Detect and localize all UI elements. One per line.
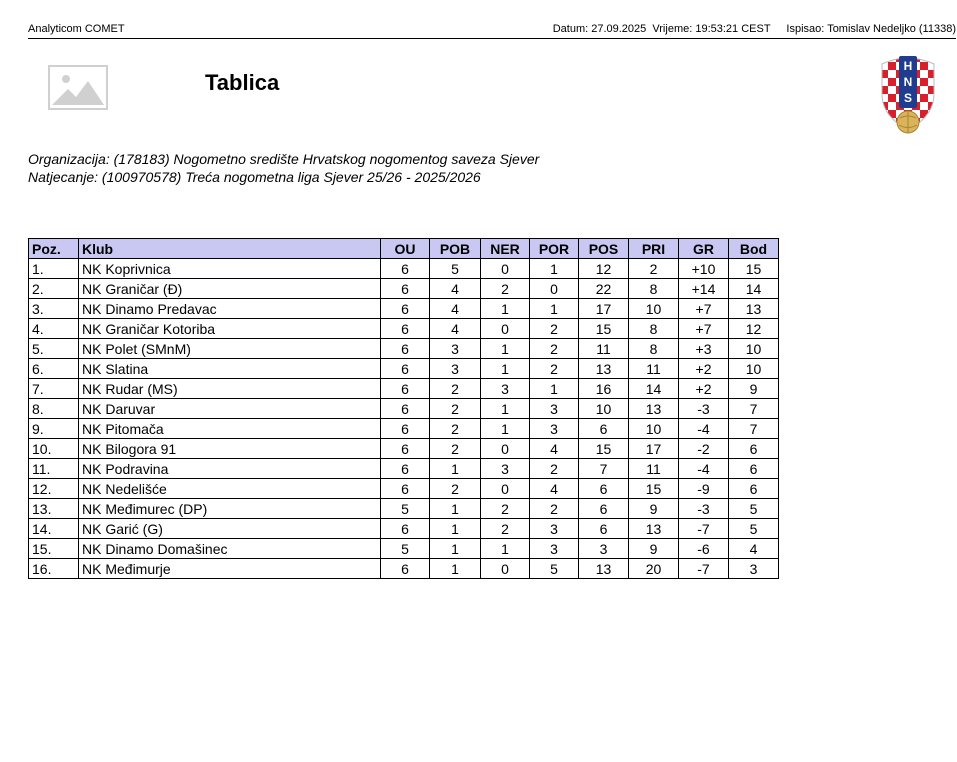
row-wins: 2 — [430, 379, 481, 399]
row-wins: 3 — [430, 339, 481, 359]
row-goal-diff: +3 — [679, 339, 729, 359]
row-goals-for: 15 — [579, 439, 629, 459]
row-played: 6 — [381, 559, 430, 579]
logo-letter-n: N — [903, 75, 913, 89]
row-points: 5 — [729, 519, 779, 539]
row-draws: 1 — [481, 359, 530, 379]
competition-line: Natjecanje: (100970578) Treća nogometna liga Sjever 25/26 - 2025/2026 — [28, 169, 481, 185]
row-points: 6 — [729, 479, 779, 499]
row-goals-against: 13 — [629, 519, 679, 539]
hns-crest-icon — [880, 50, 936, 138]
row-played: 6 — [381, 379, 430, 399]
row-wins: 1 — [430, 499, 481, 519]
crest-square — [920, 110, 928, 118]
row-goal-diff: +7 — [679, 299, 729, 319]
row-wins: 2 — [430, 439, 481, 459]
crest-square — [888, 86, 896, 94]
row-points: 7 — [729, 399, 779, 419]
row-played: 6 — [381, 279, 430, 299]
crest-square — [880, 94, 888, 102]
row-club: NK Bilogora 91 — [79, 439, 381, 459]
row-position: 1. — [29, 259, 79, 279]
row-draws: 2 — [481, 499, 530, 519]
crest-square — [888, 118, 896, 126]
crest-square — [896, 134, 904, 138]
row-goal-diff: +10 — [679, 259, 729, 279]
crest-square — [920, 86, 928, 94]
row-goal-diff: -9 — [679, 479, 729, 499]
row-club: NK Pitomača — [79, 419, 381, 439]
table-row — [29, 499, 779, 519]
row-points: 6 — [729, 459, 779, 479]
row-played: 6 — [381, 319, 430, 339]
row-played: 6 — [381, 479, 430, 499]
row-points: 13 — [729, 299, 779, 319]
row-position: 5. — [29, 339, 79, 359]
crest-square — [880, 118, 888, 126]
print-date: Datum: 27.09.2025 — [552, 23, 647, 35]
row-points: 9 — [729, 379, 779, 399]
row-position: 3. — [29, 299, 79, 319]
row-club: NK Graničar (Đ) — [79, 279, 381, 299]
row-points: 10 — [729, 339, 779, 359]
table-row — [29, 419, 779, 439]
crest-square — [928, 54, 936, 62]
crest-square — [920, 78, 928, 86]
row-club: NK Međimurec (DP) — [79, 499, 381, 519]
row-club: NK Slatina — [79, 359, 381, 379]
row-goals-for: 22 — [579, 279, 629, 299]
row-draws: 0 — [481, 319, 530, 339]
row-draws: 2 — [481, 279, 530, 299]
col-wins: POB — [430, 239, 481, 259]
row-goals-for: 16 — [579, 379, 629, 399]
row-played: 6 — [381, 439, 430, 459]
print-time: Vrijeme: 19:53:21 CEST — [652, 23, 771, 35]
row-played: 6 — [381, 299, 430, 319]
row-goal-diff: +7 — [679, 319, 729, 339]
row-draws: 1 — [481, 539, 530, 559]
row-position: 6. — [29, 359, 79, 379]
crest-square — [920, 70, 928, 78]
row-goals-against: 10 — [629, 299, 679, 319]
crest-square — [888, 126, 896, 134]
crest-square — [880, 70, 888, 78]
table-row — [29, 519, 779, 539]
table-row — [29, 359, 779, 379]
crest-square — [920, 102, 928, 110]
row-goals-for: 12 — [579, 259, 629, 279]
row-goals-against: 13 — [629, 399, 679, 419]
row-position: 12. — [29, 479, 79, 499]
row-goal-diff: -4 — [679, 459, 729, 479]
row-goals-against: 15 — [629, 479, 679, 499]
row-goal-diff: -7 — [679, 559, 729, 579]
row-wins: 3 — [430, 359, 481, 379]
row-draws: 3 — [481, 459, 530, 479]
row-club: NK Daruvar — [79, 399, 381, 419]
crest-square — [888, 102, 896, 110]
row-goals-for: 6 — [579, 479, 629, 499]
row-goals-for: 7 — [579, 459, 629, 479]
row-goals-against: 8 — [629, 279, 679, 299]
col-goal-diff: GR — [679, 239, 729, 259]
col-played: OU — [381, 239, 430, 259]
row-points: 7 — [729, 419, 779, 439]
row-losses: 3 — [530, 419, 579, 439]
crest-square — [888, 134, 896, 138]
row-draws: 0 — [481, 439, 530, 459]
row-club: NK Dinamo Predavac — [79, 299, 381, 319]
crest-square — [928, 78, 936, 86]
row-goals-against: 20 — [629, 559, 679, 579]
table-row — [29, 379, 779, 399]
crest-square — [928, 126, 936, 134]
standings-table — [28, 238, 779, 579]
row-losses: 4 — [530, 439, 579, 459]
row-position: 8. — [29, 399, 79, 419]
col-points: Bod — [729, 239, 779, 259]
row-goals-against: 10 — [629, 419, 679, 439]
row-wins: 1 — [430, 519, 481, 539]
row-wins: 2 — [430, 419, 481, 439]
row-club: NK Međimurje — [79, 559, 381, 579]
row-goals-for: 6 — [579, 499, 629, 519]
row-wins: 1 — [430, 539, 481, 559]
crest-square — [912, 134, 920, 138]
row-goals-for: 15 — [579, 319, 629, 339]
row-played: 6 — [381, 459, 430, 479]
row-goals-for: 13 — [579, 559, 629, 579]
crest-square — [928, 118, 936, 126]
row-draws: 1 — [481, 419, 530, 439]
row-club: NK Koprivnica — [79, 259, 381, 279]
row-wins: 4 — [430, 299, 481, 319]
table-row — [29, 459, 779, 479]
row-points: 10 — [729, 359, 779, 379]
table-row — [29, 539, 779, 559]
row-draws: 0 — [481, 559, 530, 579]
col-losses: POR — [530, 239, 579, 259]
crest-square — [888, 110, 896, 118]
crest-square — [920, 94, 928, 102]
row-goal-diff: -6 — [679, 539, 729, 559]
row-wins: 5 — [430, 259, 481, 279]
crest-square — [880, 54, 888, 62]
row-losses: 5 — [530, 559, 579, 579]
row-losses: 3 — [530, 399, 579, 419]
row-played: 6 — [381, 259, 430, 279]
row-goals-for: 10 — [579, 399, 629, 419]
page-title: Tablica — [205, 70, 280, 95]
row-goals-against: 9 — [629, 539, 679, 559]
row-losses: 4 — [530, 479, 579, 499]
row-draws: 1 — [481, 339, 530, 359]
row-wins: 4 — [430, 319, 481, 339]
row-losses: 2 — [530, 339, 579, 359]
row-wins: 2 — [430, 479, 481, 499]
row-losses: 2 — [530, 359, 579, 379]
row-points: 5 — [729, 499, 779, 519]
row-goals-against: 2 — [629, 259, 679, 279]
row-losses: 0 — [530, 279, 579, 299]
row-club: NK Nedelišće — [79, 479, 381, 499]
row-goals-for: 6 — [579, 419, 629, 439]
row-goal-diff: +2 — [679, 359, 729, 379]
row-club: NK Podravina — [79, 459, 381, 479]
table-row — [29, 479, 779, 499]
crest-square — [928, 70, 936, 78]
row-position: 2. — [29, 279, 79, 299]
row-draws: 2 — [481, 519, 530, 539]
row-played: 6 — [381, 419, 430, 439]
crest-square — [928, 134, 936, 138]
row-position: 14. — [29, 519, 79, 539]
row-points: 15 — [729, 259, 779, 279]
crest-square — [888, 78, 896, 86]
col-position: Poz. — [29, 239, 79, 259]
report-info — [28, 150, 539, 186]
row-wins: 1 — [430, 559, 481, 579]
row-goals-for: 3 — [579, 539, 629, 559]
row-goal-diff: +14 — [679, 279, 729, 299]
row-played: 6 — [381, 339, 430, 359]
row-draws: 0 — [481, 479, 530, 499]
table-row — [29, 439, 779, 459]
row-position: 4. — [29, 319, 79, 339]
crest-square — [880, 134, 888, 138]
crest-square — [888, 62, 896, 70]
row-points: 6 — [729, 439, 779, 459]
row-club: NK Rudar (MS) — [79, 379, 381, 399]
row-goals-against: 17 — [629, 439, 679, 459]
row-points: 12 — [729, 319, 779, 339]
row-position: 7. — [29, 379, 79, 399]
crest-square — [920, 134, 928, 138]
table-row — [29, 399, 779, 419]
report-header — [28, 23, 956, 39]
row-goal-diff: -2 — [679, 439, 729, 459]
table-row — [29, 339, 779, 359]
row-goals-against: 11 — [629, 459, 679, 479]
row-points: 4 — [729, 539, 779, 559]
app-name: Analyticom COMET — [28, 23, 125, 35]
table-row — [29, 279, 779, 299]
table-row — [29, 319, 779, 339]
crest-square — [920, 118, 928, 126]
row-played: 6 — [381, 399, 430, 419]
row-goal-diff: -4 — [679, 419, 729, 439]
col-goals-against: PRI — [629, 239, 679, 259]
row-goals-for: 13 — [579, 359, 629, 379]
row-points: 3 — [729, 559, 779, 579]
logo-letter-h: H — [903, 59, 913, 73]
row-goals-for: 6 — [579, 519, 629, 539]
row-goals-against: 9 — [629, 499, 679, 519]
table-row — [29, 259, 779, 279]
row-draws: 3 — [481, 379, 530, 399]
report-meta — [550, 23, 956, 35]
organization-line: Organizacija: (178183) Nogometno središte Hrvatskog nogomentog saveza Sjever — [28, 151, 540, 167]
crest-square — [880, 86, 888, 94]
row-played: 5 — [381, 539, 430, 559]
table-row — [29, 559, 779, 579]
col-draws: NER — [481, 239, 530, 259]
row-losses: 3 — [530, 519, 579, 539]
row-goal-diff: -7 — [679, 519, 729, 539]
row-goal-diff: -3 — [679, 499, 729, 519]
row-club: NK Polet (SMnM) — [79, 339, 381, 359]
image-placeholder-icon — [48, 65, 108, 110]
row-position: 15. — [29, 539, 79, 559]
row-draws: 1 — [481, 299, 530, 319]
crest-square — [928, 86, 936, 94]
crest-square — [880, 126, 888, 134]
crest-square — [880, 78, 888, 86]
logo-letter-s: S — [903, 91, 913, 105]
row-goals-for: 11 — [579, 339, 629, 359]
table-header-row — [29, 239, 779, 259]
row-goals-for: 17 — [579, 299, 629, 319]
row-position: 13. — [29, 499, 79, 519]
row-position: 10. — [29, 439, 79, 459]
crest-square — [920, 62, 928, 70]
row-position: 9. — [29, 419, 79, 439]
row-club: NK Graničar Kotoriba — [79, 319, 381, 339]
row-wins: 2 — [430, 399, 481, 419]
row-position: 11. — [29, 459, 79, 479]
crest-square — [920, 126, 928, 134]
col-club: Klub — [79, 239, 381, 259]
crest-square — [888, 70, 896, 78]
table-row — [29, 299, 779, 319]
row-goal-diff: -3 — [679, 399, 729, 419]
row-losses: 2 — [530, 319, 579, 339]
row-goals-against: 8 — [629, 339, 679, 359]
row-losses: 1 — [530, 259, 579, 279]
col-goals-for: POS — [579, 239, 629, 259]
row-losses: 2 — [530, 459, 579, 479]
printed-by: Ispisao: Tomislav Nedeljko (11338) — [786, 23, 956, 35]
row-played: 6 — [381, 359, 430, 379]
crest-square — [928, 94, 936, 102]
row-draws: 1 — [481, 399, 530, 419]
row-losses: 1 — [530, 299, 579, 319]
row-played: 6 — [381, 519, 430, 539]
row-points: 14 — [729, 279, 779, 299]
row-draws: 0 — [481, 259, 530, 279]
row-goals-against: 14 — [629, 379, 679, 399]
row-losses: 1 — [530, 379, 579, 399]
row-wins: 4 — [430, 279, 481, 299]
row-goals-against: 11 — [629, 359, 679, 379]
row-goals-against: 8 — [629, 319, 679, 339]
row-club: NK Garić (G) — [79, 519, 381, 539]
row-club: NK Dinamo Domašinec — [79, 539, 381, 559]
crest-square — [904, 134, 912, 138]
row-losses: 2 — [530, 499, 579, 519]
row-played: 5 — [381, 499, 430, 519]
crest-square — [888, 94, 896, 102]
row-wins: 1 — [430, 459, 481, 479]
row-goal-diff: +2 — [679, 379, 729, 399]
row-position: 16. — [29, 559, 79, 579]
row-losses: 3 — [530, 539, 579, 559]
